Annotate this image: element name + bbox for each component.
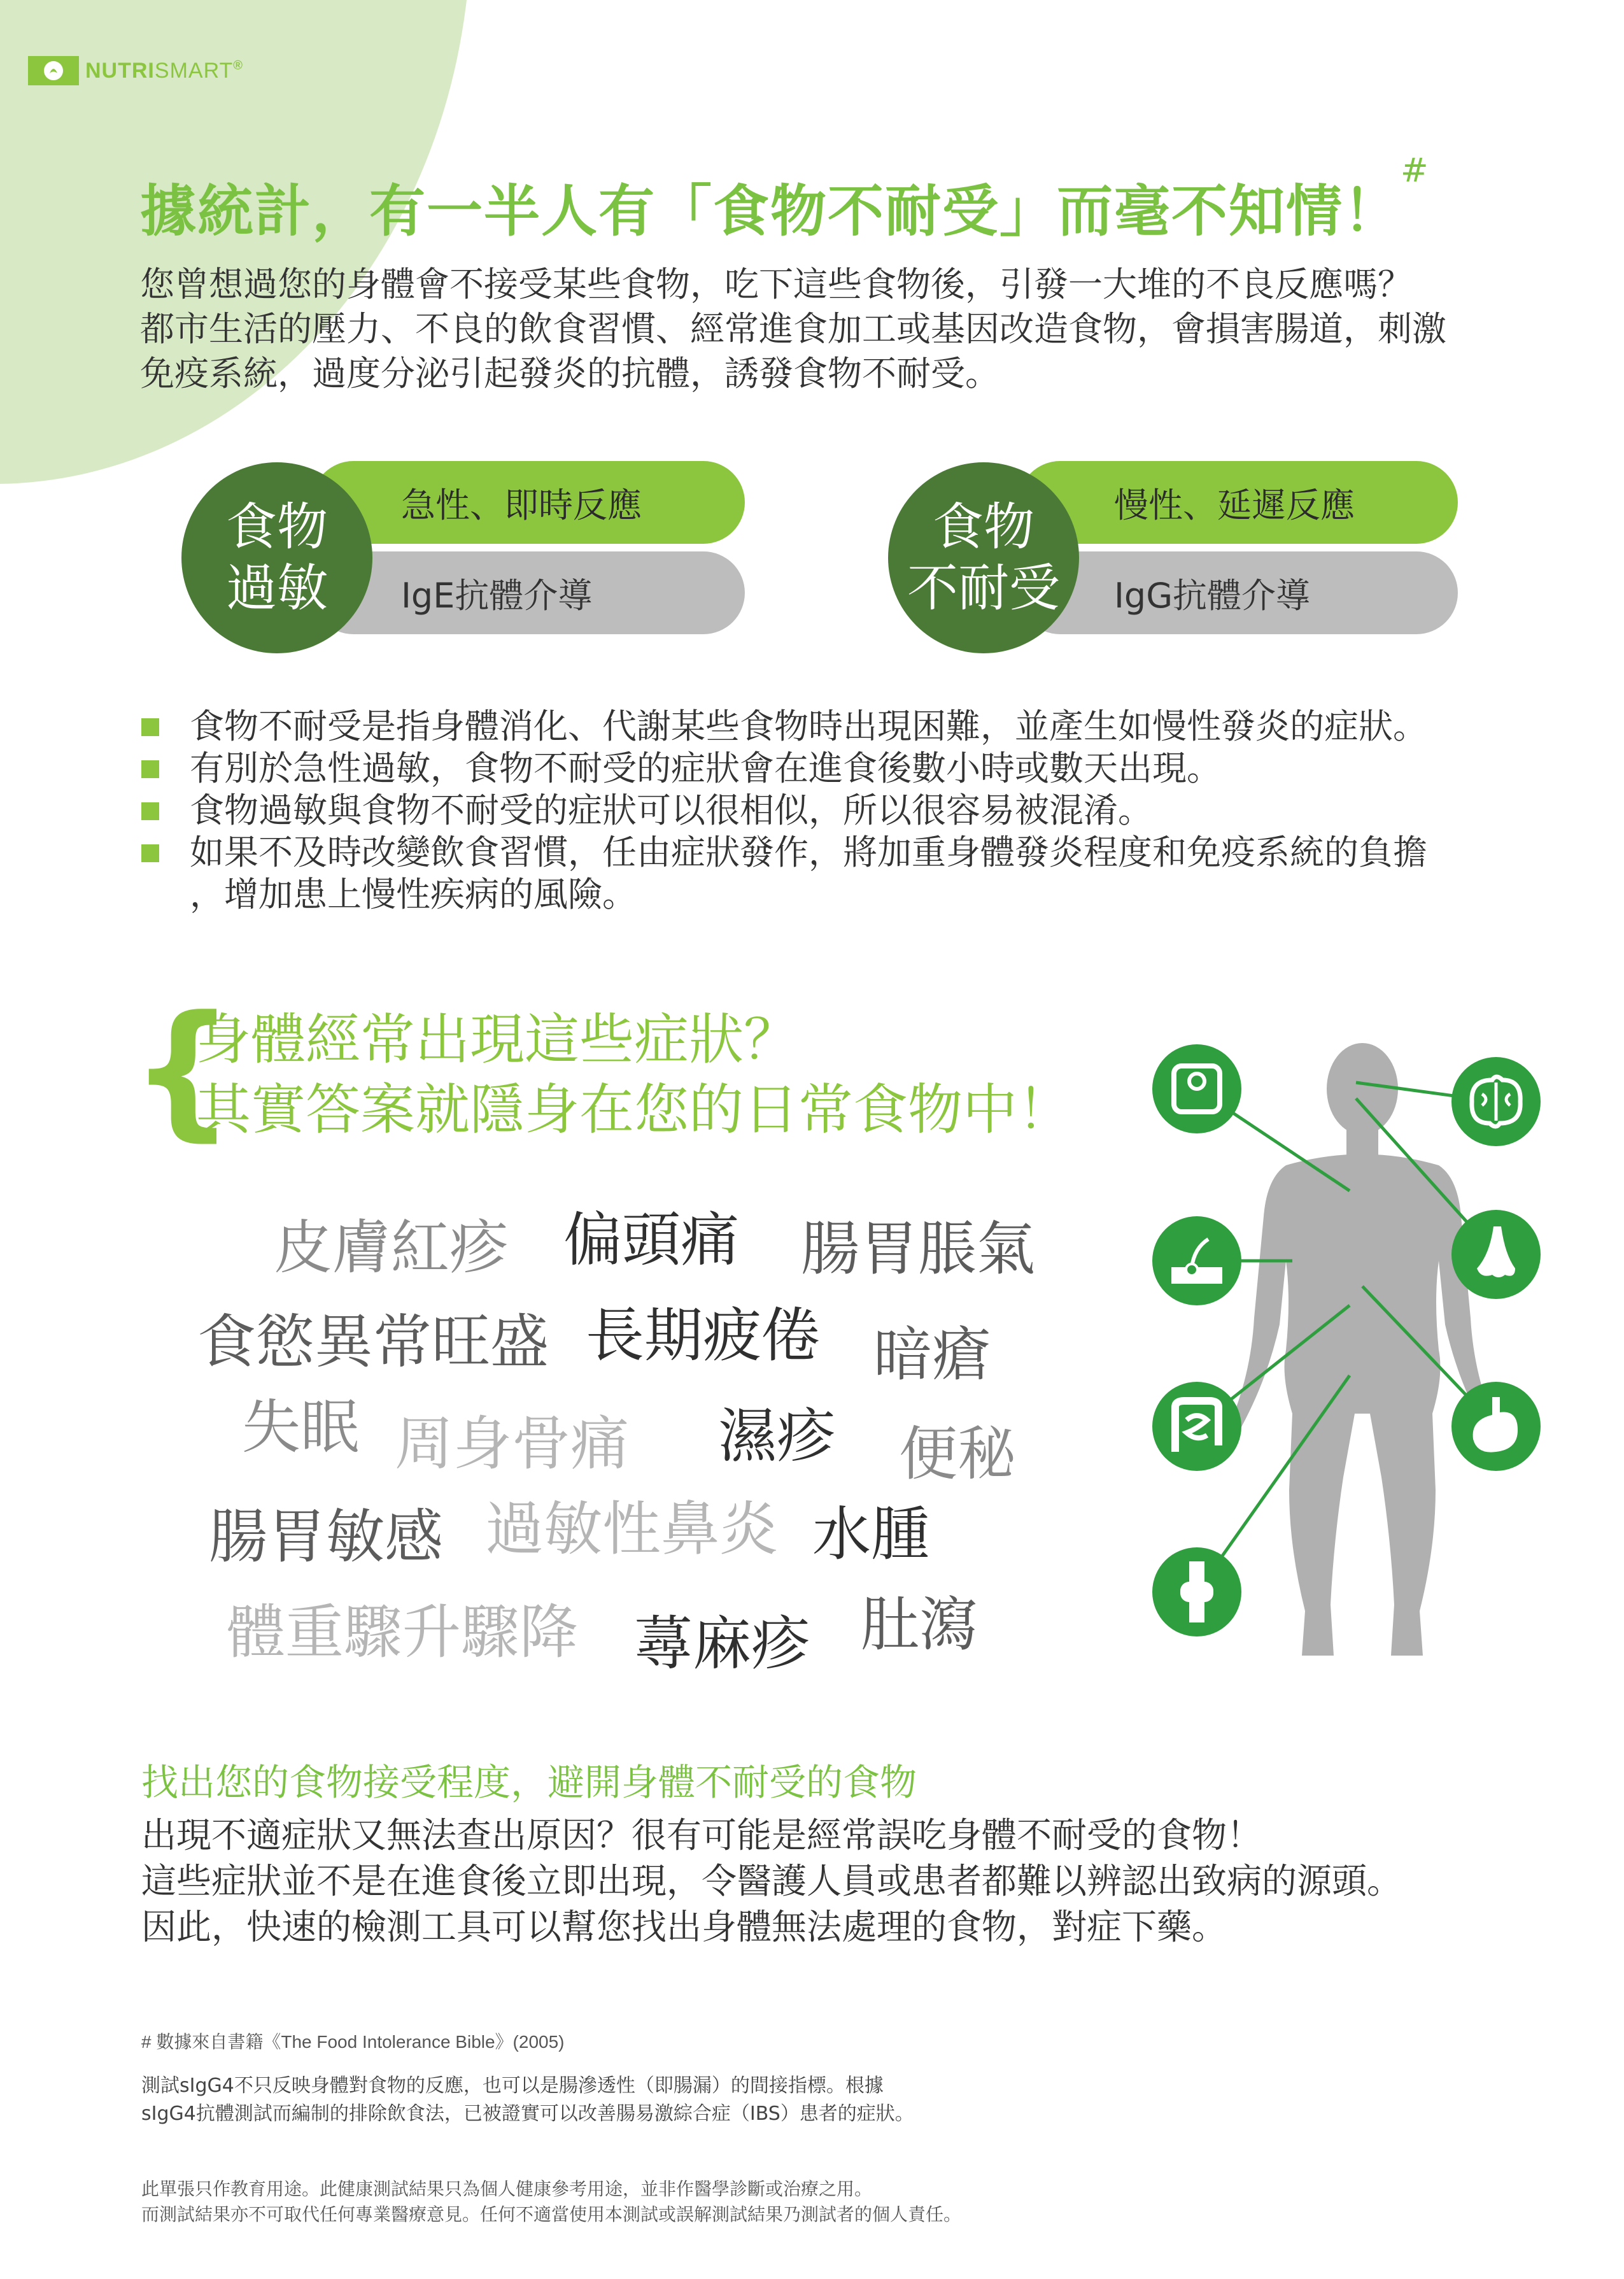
section-heading-line2: 其實答案就隱身在您的日常食物中！ (196, 1078, 1072, 1142)
symptom-word: 體重驟升驟降 (227, 1598, 579, 1666)
explanation-paragraph (141, 1812, 1402, 1950)
allergy-circle-line2: 過敏 (226, 558, 328, 618)
page-title-text: 據統計，有一半人有「食物不耐受」而毫不知情！ (140, 178, 1401, 244)
list-item (141, 706, 1542, 748)
intolerance-circle-line1: 食物 (933, 497, 1034, 557)
logo-registered-mark: ® (233, 58, 244, 73)
paragraph-line: 因此，快速的檢測工具可以幫您找出身體無法處理的食物，對症下藥。 (141, 1906, 1227, 1947)
fact-list (141, 706, 1542, 916)
test-note-line: 測試sIgG4不只反映身體對食物的反應，也可以是腸滲透性（即腸漏）的間接指標。根據 (141, 2075, 884, 2097)
symptom-word: 水腫 (812, 1500, 930, 1568)
bullet-square-icon (141, 802, 159, 820)
allergy-tag-acute (312, 461, 745, 544)
bullet-square-icon (141, 718, 159, 736)
intro-line: 您曾想過您的身體會不接受某些食物，吃下這些食物後，引發一大堆的不良反應嗎？ (140, 264, 1412, 304)
list-item (141, 748, 1542, 790)
allergy-tag-acute-label: 急性、即時反應 (401, 485, 642, 525)
scale-icon (1152, 1044, 1241, 1133)
intro-line: 都市生活的壓力、不良的飲食習慣、經常進食加工或基因改造食物，會損害腸道，刺激 (140, 309, 1446, 349)
symptom-word: 便秘 (899, 1420, 1017, 1488)
logo-text-light: SMART (154, 58, 234, 83)
list-item-text: 有別於急性過敏，食物不耐受的症狀會在進食後數小時或數天出現。 (190, 748, 1221, 788)
list-item-continuation: ，增加患上慢性疾病的風險。 (190, 874, 637, 914)
symptom-word: 過敏性鼻炎 (485, 1495, 779, 1563)
paragraph-line: 這些症狀並不是在進食後立即出現，令醫護人員或患者都難以辨認出致病的源頭。 (141, 1861, 1402, 1901)
allergy-circle (181, 462, 372, 653)
body-illustration (1140, 1019, 1547, 1687)
logo-circle-icon (43, 60, 64, 82)
symptom-word: 皮膚紅疹 (274, 1214, 509, 1282)
subheading: 找出您的食物接受程度，避開身體不耐受的食物 (141, 1761, 917, 1804)
page-title (140, 152, 1430, 247)
brain-icon (1451, 1057, 1541, 1146)
human-silhouette (1229, 1043, 1496, 1656)
test-note (141, 2072, 914, 2128)
list-item-text: 如果不及時改變飲食習慣，任由症狀發作，將加重身體發炎程度和免疫系統的負擔 (190, 832, 1427, 872)
intestine-icon (1152, 1382, 1241, 1471)
intolerance-tag-chronic (1019, 461, 1458, 544)
symptom-word: 肚瀉 (861, 1591, 978, 1659)
skin-icon (1152, 1216, 1241, 1305)
symptom-word: 食慾異常旺盛 (197, 1308, 549, 1376)
section-brace: { (131, 985, 235, 1155)
symptom-word: 周身骨痛 (395, 1410, 630, 1478)
bullet-square-icon (141, 760, 159, 778)
intolerance-tag-igg-label: IgG抗體介導 (1114, 575, 1311, 616)
joint-icon (1152, 1547, 1241, 1636)
logo-mark (28, 56, 79, 85)
intolerance-circle-line2: 不耐受 (907, 558, 1060, 618)
section-heading-line1: 身體經常出現這些症狀？ (196, 1008, 798, 1072)
list-item (141, 790, 1542, 832)
symptom-word: 腸胃脹氣 (801, 1215, 1036, 1283)
symptom-word: 腸胃敏感 (209, 1503, 444, 1571)
bullet-square-icon (141, 844, 159, 862)
stomach-icon (1451, 1382, 1541, 1471)
symptom-word: 失眠 (242, 1393, 360, 1461)
brand-logo (28, 56, 243, 85)
disclaimer-line: 而測試結果亦不可取代任何專業醫療意見。任何不適當使用本測試或誤解測試結果乃測試者的個人責任。 (141, 2204, 962, 2225)
intolerance-tag-igg (1019, 551, 1458, 634)
symptom-word: 暗瘡 (873, 1321, 991, 1389)
intolerance-tag-chronic-label: 慢性、延遲反應 (1114, 485, 1355, 525)
symptom-word: 濕疹 (718, 1402, 836, 1470)
section-heading (196, 1005, 1072, 1145)
intro-line: 免疫系統，過度分泌引起發炎的抗體，誘發食物不耐受。 (140, 353, 999, 394)
nose-icon (1451, 1210, 1541, 1299)
intolerance-circle (888, 462, 1079, 653)
test-note-line: sIgG4抗體測試而編制的排除飲食法，已被證實可以改善腸易激綜合症（IBS）患者的症狀。 (141, 2103, 914, 2125)
allergy-circle-line1: 食物 (226, 497, 328, 557)
disclaimer-line: 此單張只作教育用途。此健康測試結果只為個人健康參考用途，並非作醫學診斷或治療之用。 (141, 2178, 873, 2199)
allergy-tag-ige-label: IgE抗體介導 (401, 575, 593, 616)
logo-text (85, 59, 243, 83)
disclaimer (141, 2176, 961, 2227)
list-item-text: 食物過敏與食物不耐受的症狀可以很相似，所以很容易被混淆。 (190, 790, 1152, 830)
intro-paragraph (140, 262, 1509, 396)
symptom-word: 偏頭痛 (563, 1206, 740, 1274)
title-footnote-mark: # (1401, 152, 1430, 190)
source-note: # 數據來自書籍《The Food Intolerance Bible》(2005) (141, 2032, 565, 2052)
list-item (141, 832, 1542, 874)
paragraph-line: 出現不適症狀又無法查出原因？很有可能是經常誤吃身體不耐受的食物！ (141, 1815, 1262, 1856)
symptom-word: 蕁麻疹 (634, 1610, 810, 1678)
list-item-text: 食物不耐受是指身體消化、代謝某些食物時出現困難，並產生如慢性發炎的症狀。 (190, 706, 1427, 746)
logo-text-bold: NUTRI (85, 58, 155, 83)
allergy-tag-ige (312, 551, 745, 634)
symptom-word: 長期疲倦 (586, 1302, 821, 1370)
